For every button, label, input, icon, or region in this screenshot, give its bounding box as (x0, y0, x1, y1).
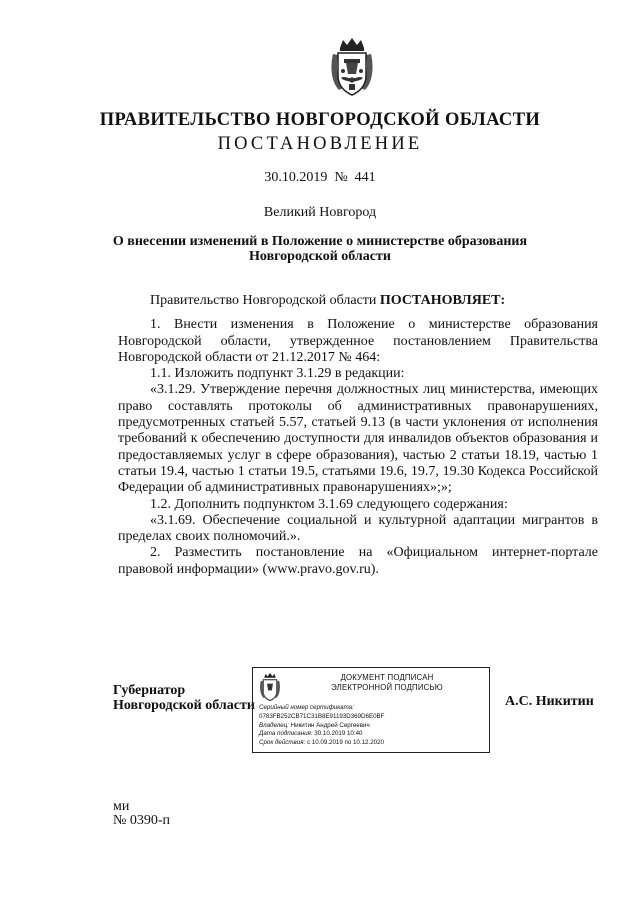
serial-value: 0783FB252CB71C31B8E91193D369D6E0BF (259, 712, 385, 720)
owner-label: Владелец: (259, 721, 289, 729)
date-number: 30.10.2019 № 441 (264, 170, 376, 185)
subject-line-2: Новгородской области (249, 249, 391, 264)
signer-position-line-1: Губернатор (113, 683, 186, 698)
document-body (118, 293, 598, 578)
document-subject (0, 234, 640, 264)
signed-value: 30.10.2019 10:40 (314, 730, 363, 738)
document-footer (113, 800, 170, 828)
city: Великий Новгород (263, 205, 377, 220)
clause-1-1-text: «3.1.29. Утверждение перечня должностных лиц министерства, имеющих право составлять протоколы об административных правонарушениях, предусмотренных статьей 5.57, статьей 9.13 (в части уклонения от исполнения требований к обеспечению доступности для инвалидов объектов образования и предоставляемых услуг в сфере образования), частью 2 статьи 18.19, частью 1 статьи 19.4, частью 1 статьи 19.5, статьями 19.6, 19.7, 19.30 Кодекса Российской Федерации об административных правонарушениях»;»; (118, 382, 598, 496)
electronic-signature-stamp (252, 667, 490, 753)
clause-2: 2. Разместить постановление на «Официальном интернет-портале правовой информации» (www.pravo.gov.ru). (118, 545, 598, 577)
stamp-heading (287, 673, 487, 692)
intro-resolves: ПОСТАНОВЛЯЕТ: (379, 293, 506, 308)
signer-position-line-2: Новгородской области (113, 698, 255, 713)
internal-number: № 0390-п (113, 813, 171, 828)
signed-label: Дата подписания: (259, 730, 313, 738)
clause-1: 1. Внести изменения в Положение о министерстве образования Новгородской области, утвержденное постановлением Правительства Новгородской области от 21.12.2017 № 464: (118, 317, 598, 365)
executor-initials: ми (113, 799, 130, 814)
owner-value: Никитин Андрей Сергеевич (290, 721, 370, 729)
intro-text: Правительство Новгородской области (150, 293, 377, 308)
intro-paragraph (118, 293, 598, 309)
clause-1-2: 1.2. Дополнить подпунктом 3.1.69 следующего содержания: (150, 496, 508, 512)
stamp-heading-line-2: ЭЛЕКТРОННОЙ ПОДПИСЬЮ (331, 682, 443, 692)
stamp-heading-line-1: ДОКУМЕНТ ПОДПИСАН (340, 673, 434, 682)
subject-line-1: О внесении изменений в Положение о министерстве образования (112, 234, 528, 249)
clause-1-2-text: «3.1.69. Обеспечение социальной и культурной адаптации мигрантов в пределах своих полномочий.». (118, 512, 598, 545)
coat-of-arms-icon (329, 36, 375, 98)
signer-name: А.С. Никитин (505, 694, 594, 709)
document-type: ПОСТАНОВЛЕНИЕ (217, 134, 423, 154)
valid-label: Срок действия: (259, 739, 306, 747)
valid-value: с 10.09.2019 по 10.12.2020 (306, 739, 384, 747)
signer-position (113, 683, 255, 713)
stamp-details (259, 704, 487, 748)
stamp-coat-of-arms-icon (258, 672, 282, 702)
serial-label: Серийный номер сертификата: (259, 704, 354, 711)
clause-1-1: 1.1. Изложить подпункт 3.1.29 в редакции: (150, 366, 405, 382)
government-title: ПРАВИТЕЛЬСТВО НОВГОРОДСКОЙ ОБЛАСТИ (99, 110, 541, 130)
